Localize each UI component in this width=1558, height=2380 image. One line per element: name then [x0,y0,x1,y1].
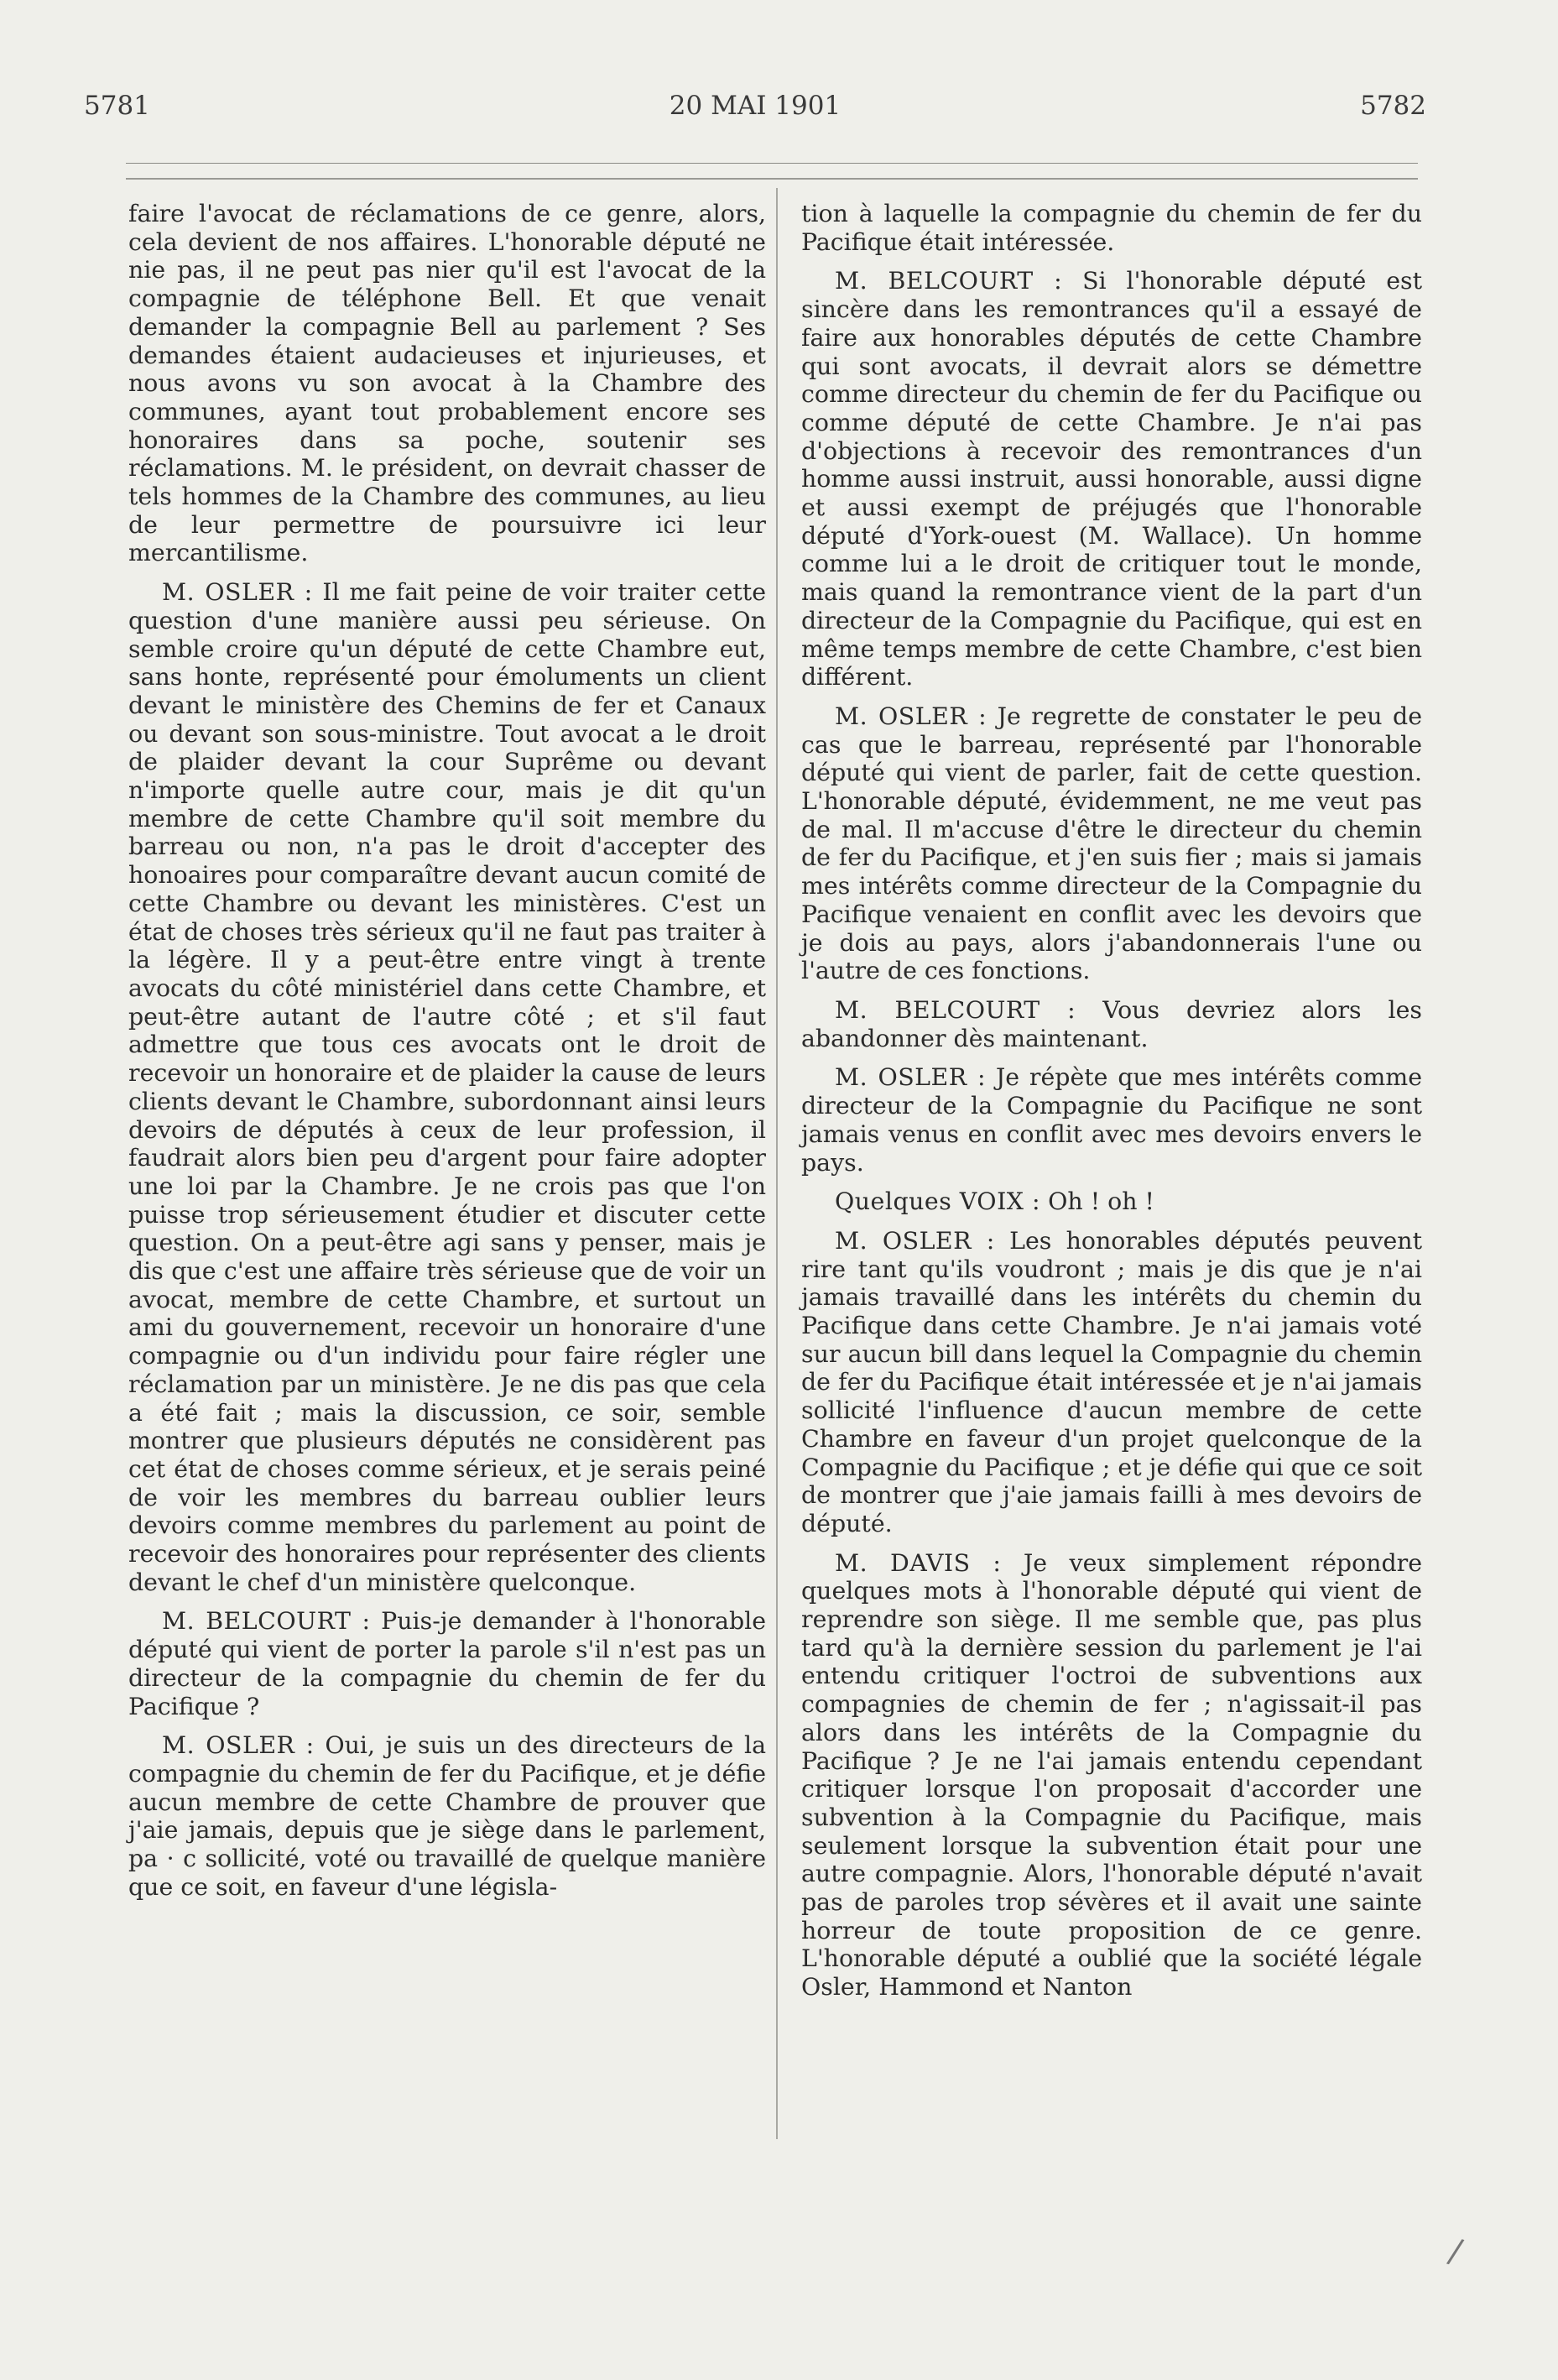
paragraph [801,702,1422,985]
paragraph [128,1607,766,1720]
right-column [801,200,1422,2012]
header-rule-top [126,163,1418,164]
left-column [128,200,766,1912]
speaker-name: Quelques VOIX : [835,1187,1041,1216]
paragraph-text: Je répète que mes intérêts comme directeur de la Compagnie du Pacifique ne sont jamais venus en conflit avec mes devoirs envers le pays. [801,1063,1422,1177]
speaker-name: M. OSLER : [835,702,987,730]
paragraph [801,200,1422,256]
right-page-number: 5782 [1360,91,1426,121]
paragraph-text: Si l'honorable député est sincère dans les remontrances qu'il a essayé de faire aux honorables députés de cette Chambre qui sont avocats, il devrait alors se démettre comme directeur du chemin de fer du Pacifique ou comme député de cette Chambre. Je n'ai pas d'objections à recevoir des remontrances d'un homme aussi instruit, aussi honorable, aussi digne et aussi exempt de préjugés que l'honorable député d'York-ouest (M. Wallace). Un homme comme lui a le droit de critiquer tout le monde, mais quand la remontrance vient de la part d'un directeur de la Compagnie du Pacifique, qui est en même temps membre de cette Chambre, c'est bien différent. [801,267,1423,692]
speaker-name: M. DAVIS : [835,1548,1002,1577]
paragraph-text: Je regrette de constater le peu de cas que le barreau, représenté par l'honorable député qui vient de parler, fait de cette question. L'honorable député, évidemment, ne me veut pas de mal. Il m'accuse d'être le directeur du chemin de fer du Pacifique, et j'en suis fier ; mais si jamais mes intérêts comme directeur de la Compagnie du Pacifique venaient en conflit avec les devoirs que je dois au pays, alors j'abandonnerais l'une ou l'autre de ces fonctions. [801,702,1422,985]
speaker-name: M. BELCOURT : [835,995,1076,1024]
paragraph [801,1549,1422,2002]
paragraph-text: faire l'avocat de réclamations de ce genre, alors, cela devient de nos affaires. L'honorable député ne nie pas, il ne peut pas nier qu'il est l'avocat de la compagnie de téléphone Bell. Et que venait demander la compagnie Bell au parlement ? Ses demandes étaient audacieuses et injurieuses, et nous avons vu son avocat à la Chambre des communes, ayant tout probablement encore ses honoraires dans sa poche, soutenir ses réclamations. M. le président, on devrait chasser de tels hommes de la Chambre des communes, au lieu de leur permettre de poursuivre ici leur mercantilisme. [128,200,766,567]
page-date: 20 MAI 1901 [669,91,842,121]
speaker-name: M. OSLER : [162,1731,315,1760]
header-rule-bottom [126,178,1418,180]
paragraph [801,996,1422,1052]
paragraph [801,1063,1422,1177]
paragraph [128,1731,766,1901]
speaker-name: M. OSLER : [835,1063,987,1092]
paragraph [801,1227,1422,1538]
speaker-name: M. OSLER : [162,578,313,607]
paragraph-text: Oh ! oh ! [1040,1187,1154,1216]
paragraph [128,200,766,567]
paragraph-text: tion à laquelle la compagnie du chemin de fer du Pacifique était intéressée. [801,200,1422,256]
paragraph [801,267,1422,692]
column-divider [776,188,778,2139]
pencil-mark: / [1445,2231,1467,2272]
paragraph-text: Puis-je demander à l'honorable député qui vient de porter la parole s'il n'est pas un directeur de la compagnie du chemin de fer du Pacifique ? [128,1607,767,1720]
paragraph-text: Vous devriez alors les abandonner dès maintenant. [801,995,1423,1052]
paragraph [801,1187,1422,1216]
speaker-name: M. BELCOURT : [162,1607,371,1636]
speaker-name: M. BELCOURT : [835,267,1063,295]
speaker-name: M. OSLER : [835,1226,995,1255]
paragraph-text: Je veux simplement répondre quelques mots à l'honorable député qui vient de reprendre son siège. Il me semble que, pas plus tard qu'à la dernière session du parlement je l'ai entendu critiquer l'octroi de subventions aux compagnies de chemin de fer ; n'agissait-il pas alors dans les intérêts de la Compagnie du Pacifique ? Je ne l'ai jamais entendu cependant critiquer lorsque l'on proposait d'accorder une subvention à la Compagnie du Pacifique, mais seulement lorsque la subvention était pour une autre compagnie. Alors, l'honorable député n'avait pas de paroles trop sévères et il avait une sainte horreur de toute proposition de ce genre. L'honorable député a oublié que la société légale Osler, Hammond et Nanton [801,1548,1422,2002]
left-page-number: 5781 [84,91,150,121]
paragraph [128,578,766,1596]
paragraph-text: Les honorables députés peuvent rire tant qu'ils voudront ; mais je dis que je n'ai jamais travaillé dans les intérêts du chemin du Pacifique dans cette Chambre. Je n'ai jamais voté sur aucun bill dans lequel la Compagnie du chemin de fer du Pacifique était intéressée et je n'ai jamais sollicité l'influence d'aucun membre de cette Chambre en faveur d'un projet quelconque de la Compagnie du Pacifique ; et je défie qui que ce soit de montrer que j'aie jamais failli à mes devoirs de député. [801,1226,1422,1537]
paragraph-text: Il me fait peine de voir traiter cette question d'une manière aussi peu sérieuse. On semble croire qu'un député de cette Chambre eut, sans honte, représenté pour émoluments un client devant le ministère des Chemins de fer et Canaux ou devant son sous-ministre. Tout avocat a le droit de plaider devant la cour Suprême ou devant n'importe quelle autre cour, mais je dit qu'un membre de cette Chambre qu'il soit membre du barreau ou non, n'a pas le droit d'accepter des honoaires pour comparaître devant aucun comité de cette Chambre ou devant les ministères. C'est un état de choses très sérieux qu'il ne faut pas traiter à la légère. Il y a peut-être entre vingt à trente avocats du côté ministériel dans cette Chambre, et peut-être autant de l'autre côté ; et s'il faut admettre que tous ces avocats ont le droit de recevoir un honoraire et de plaider la cause de leurs clients devant le Chambre, subordonnant ainsi leurs devoirs de députés à ceux de leur profession, il faudrait alors bien peu d'argent pour faire adopter une loi par la Chambre. Je ne crois pas que l'on puisse trop sérieusement étudier et discuter cette question. On a peut-être agi sans y penser, mais je dis que c'est une affaire très sérieuse que de voir un avocat, membre de cette Chambre, et surtout un ami du gouvernement, recevoir un honoraire d'une compagnie ou d'un individu pour faire régler une réclamation par un ministère. Je ne dis pas que cela a été fait ; mais la discussion, ce soir, semble montrer que plusieurs députés ne considèrent pas cet état de choses comme sérieux, et je serais peiné de voir les membres du barreau oublier leurs devoirs comme membres du parlement au point de recevoir des honoraires pour représenter des clients devant le chef d'un ministère quelconque. [128,578,766,1596]
page-header [84,91,1426,133]
paragraph-text: Oui, je suis un des directeurs de la compagnie du chemin de fer du Pacifique, et je défie aucun membre de cette Chambre de prouver que j'aie jamais, depuis que je siège dans le parlement, pa · c sollicité, voté ou travaillé de quelque manière que ce soit, en faveur d'une législa- [128,1731,767,1901]
